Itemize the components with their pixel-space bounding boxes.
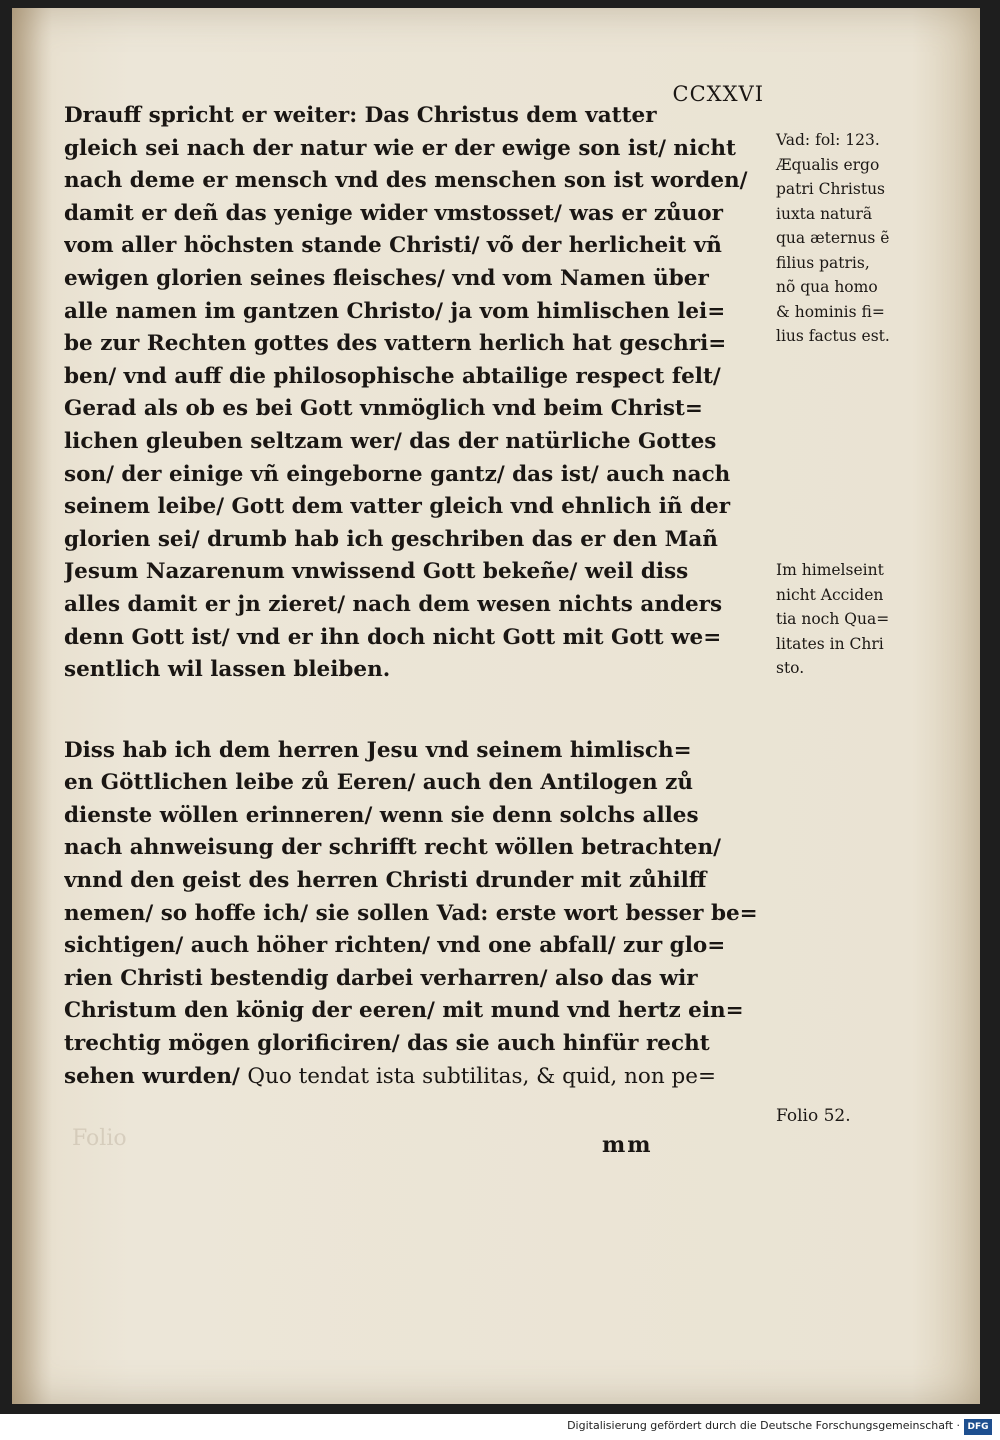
text-line: alle namen im gantzen Christo/ ja vom himlischen lei= (64, 298, 726, 324)
margin-note-line: qua æternus ẽ (776, 229, 890, 247)
text-line: dienste wöllen erinneren/ wenn sie denn solchs alles (64, 802, 699, 828)
text-line: be zur Rechten gottes des vattern herlich hat geschri= (64, 331, 727, 357)
margin-note-line: Folio 52. (776, 1106, 851, 1126)
text-line: sichtigen/ auch höher richten/ vnd one abfall/ zur glo= (64, 933, 726, 959)
margin-note-vadian-reference (776, 128, 936, 349)
text-line: Jesum Nazarenum vnwissend Gott bekeñe/ weil diss (64, 559, 689, 585)
text-line: alles damit er jn zieret/ nach dem wesen nichts anders (64, 591, 723, 617)
bleed-through-text: Folio (72, 1126, 127, 1151)
text-line: trechtig mögen glorificiren/ das sie auch hinfür recht (64, 1031, 710, 1057)
text-line: ben/ vnd auff die philosophische abtailige respect felt/ (64, 363, 721, 389)
margin-note-line: sto. (776, 659, 805, 677)
margin-note-line: filius patris, (776, 253, 870, 272)
text-line: glorien sei/ drumb hab ich geschriben das er den Mañ (64, 526, 718, 552)
margin-note-line: iuxta naturã (776, 204, 873, 223)
text-line: Gerad als ob es bei Gott vnmöglich vnd beim Christ= (64, 396, 703, 422)
main-text-block (64, 100, 770, 1093)
book-page (12, 8, 980, 1404)
margin-note-line: tia noch Qua= (776, 610, 890, 628)
text-line: vnnd den geist des herren Christi drunder mit zůhilff (64, 868, 707, 894)
margin-note-line: nõ qua homo (776, 278, 878, 296)
text-line: son/ der einige vñ eingeborne gantz/ das ist/ auch nach (64, 461, 731, 487)
text-line: gleich sei nach der natur wie er der ewige son ist/ nicht (64, 135, 736, 161)
margin-note-line: Im himelseint (776, 561, 884, 579)
footer-bar (0, 1414, 1000, 1440)
margin-note-line: nicht Acciden (776, 585, 884, 604)
margin-note-line: lius factus est. (776, 327, 890, 345)
page-gutter-shadow (12, 8, 52, 1404)
text-line: denn Gott ist/ vnd er ihn doch nicht Gott mit Gott we= (64, 624, 722, 650)
text-line: Christum den könig der eeren/ mit mund vnd hertz ein= (64, 998, 744, 1024)
dfg-logo-icon: DFG (964, 1419, 992, 1435)
folio-number: CCXXVI (672, 82, 764, 106)
text-line: nach deme er mensch vnd des menschen son ist worden/ (64, 168, 748, 194)
final-latin-text: Quo tendat ista subtilitas, & quid, non pe= (247, 1063, 717, 1089)
text-line: vom aller höchsten stande Christi/ võ der herlicheit vñ (64, 233, 722, 259)
margin-note-line: patri Christus (776, 180, 886, 198)
text-line: sentlich wil lassen bleiben. (64, 657, 391, 683)
paragraph-gap (64, 687, 770, 735)
margin-note-line: Æqualis ergo (776, 155, 880, 174)
text-line: seinem leibe/ Gott dem vatter gleich vnd ehnlich iñ der (64, 494, 731, 520)
text-line-final (64, 1061, 770, 1094)
text-line: ewigen glorien seines fleisches/ vnd vom Namen über (64, 265, 709, 291)
text-line: nach ahnweisung der schrifft recht wöllen betrachten/ (64, 835, 721, 861)
signature-mark: mm (602, 1132, 653, 1158)
text-line: en Göttlichen leibe zů Eeren/ auch den Antilogen zů (64, 770, 693, 796)
text-line: Diss hab ich dem herren Jesu vnd seinem himlisch= (64, 737, 692, 763)
margin-note-line: Vad: fol: 123. (776, 131, 880, 149)
margin-note-heaven-accidents (776, 558, 936, 681)
final-german-text: sehen wurden/ (64, 1063, 248, 1089)
text-line: lichen gleuben seltzam wer/ das der natürliche Gottes (64, 428, 717, 454)
funding-credit: Digitalisierung gefördert durch die Deutsche Forschungsgemeinschaft · (567, 1419, 960, 1432)
text-line: Drauff spricht er weiter: Das Christus dem vatter (64, 103, 657, 128)
margin-note-line: litates in Chri (776, 634, 884, 653)
text-line: damit er deñ das yenige wider vmstosset/ was er zůuor (64, 200, 723, 226)
text-line: nemen/ so hoffe ich/ sie sollen Vad: erste wort besser be= (64, 900, 758, 926)
text-line: rien Christi bestendig darbei verharren/ also das wir (64, 965, 698, 991)
margin-note-line: & hominis fi= (776, 302, 885, 321)
margin-note-folio-reference (776, 1104, 936, 1129)
